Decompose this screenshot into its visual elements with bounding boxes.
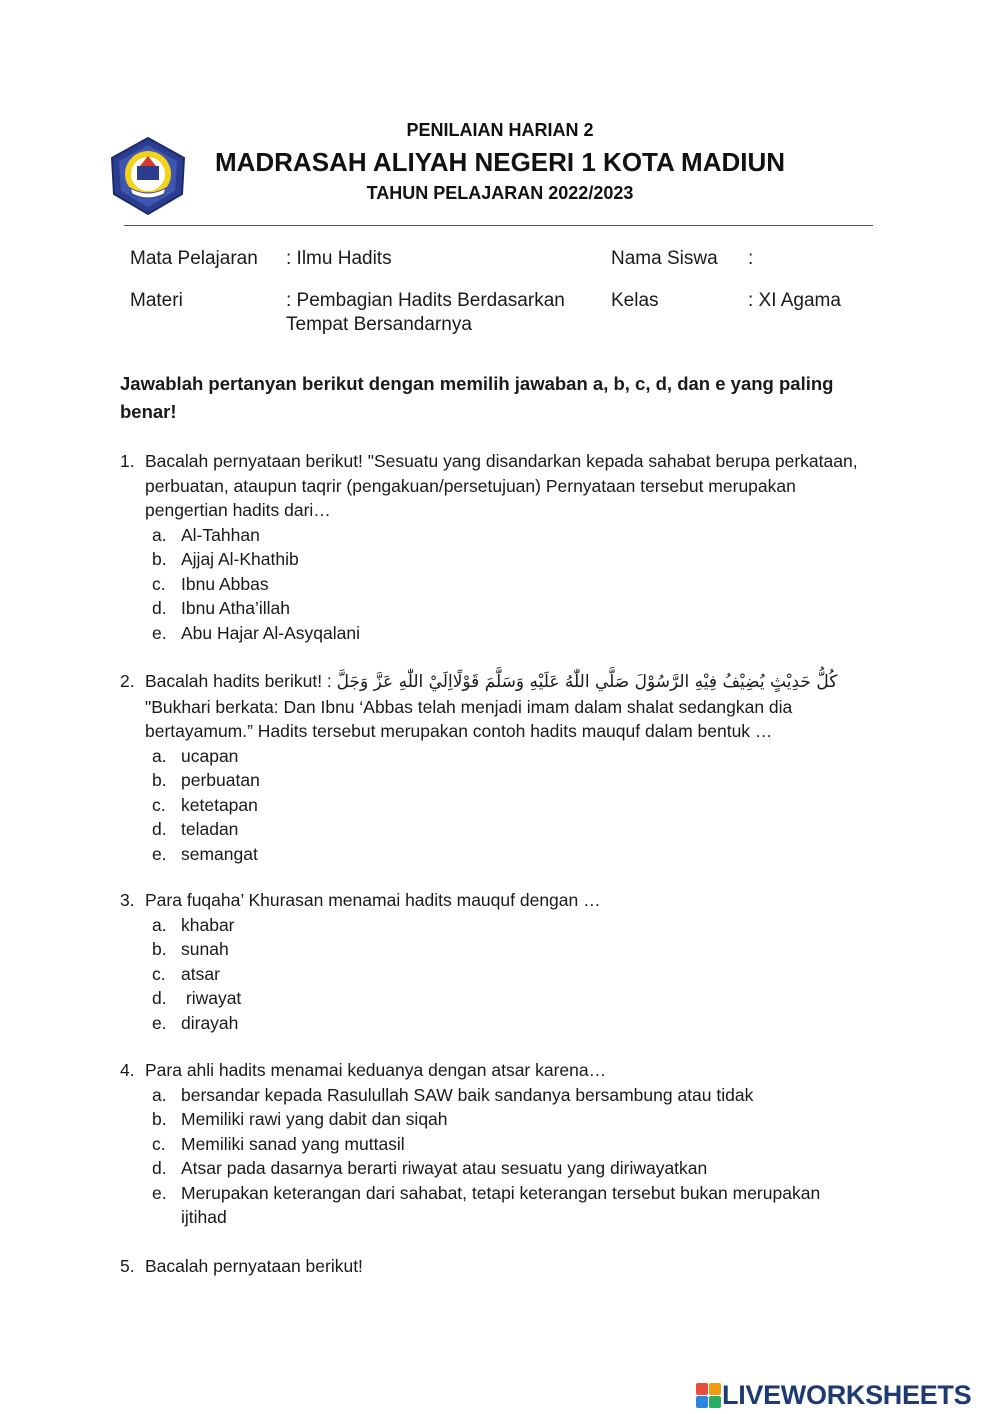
option-e[interactable]	[152, 1011, 870, 1036]
option-text: Ibnu Abbas	[181, 573, 269, 594]
option-letter: c.	[152, 794, 166, 815]
question-5	[120, 1254, 870, 1279]
option-letter: e.	[152, 1182, 167, 1203]
option-letter: d.	[152, 988, 167, 1008]
subject-label: Mata Pelajaran	[130, 248, 258, 269]
header-divider	[124, 225, 873, 226]
question-number: 2.	[120, 671, 135, 691]
option-text: dirayah	[181, 1012, 239, 1033]
question-text: Bacalah pernyataan berikut! "Sesuatu yang disandarkan kepada sahabat berupa perkataan, perbuatan, ataupun taqrir (pengakuan/persetujuan) Pernyataan tersebut merupakan pengertian hadits dari…	[145, 451, 858, 520]
option-text: khabar	[181, 914, 235, 935]
option-list	[152, 1083, 870, 1230]
option-e[interactable]	[152, 842, 870, 867]
option-text: perbuatan	[181, 770, 260, 790]
student-name-value: :	[748, 248, 754, 269]
option-text: teladan	[181, 819, 239, 839]
material-value: : Pembagian Hadits Berdasarkan Tempat Bersandarnya	[286, 290, 565, 335]
option-letter: a.	[152, 745, 167, 766]
liveworksheets-logo-icon	[696, 1383, 722, 1409]
question-number: 1.	[120, 451, 135, 471]
option-e[interactable]	[152, 621, 870, 646]
question-number: 4.	[120, 1060, 135, 1080]
question-text: Para fuqaha’ Khurasan menamai hadits mauquf dengan …	[145, 890, 601, 910]
option-letter: c.	[152, 573, 166, 594]
question-text: Bacalah hadits berikut! :	[145, 671, 332, 691]
question-2	[120, 669, 870, 866]
question-text: Bacalah pernyataan berikut!	[145, 1256, 363, 1276]
option-letter: c.	[152, 1133, 166, 1154]
option-text: sunah	[181, 939, 229, 959]
option-text: Ajjaj Al-Khathib	[181, 549, 299, 569]
option-a[interactable]	[152, 1083, 870, 1108]
liveworksheets-watermark[interactable]	[696, 1380, 971, 1411]
option-letter: c.	[152, 963, 166, 984]
option-text: Atsar pada dasarnya berarti riwayat atau sesuatu yang diriwayatkan	[181, 1158, 708, 1178]
option-letter: a.	[152, 914, 167, 935]
question-number: 5.	[120, 1256, 135, 1276]
option-letter: b.	[152, 939, 167, 959]
option-b[interactable]	[152, 547, 870, 572]
option-letter: a.	[152, 1084, 167, 1105]
question-text-continued: "Bukhari berkata: Dan Ibnu ‘Abbas telah menjadi imam dalam shalat sedangkan dia bertayamum.” Hadits tersebut merupakan contoh hadits mauquf dalam bentuk …	[145, 696, 793, 741]
option-text: semangat	[181, 843, 258, 864]
option-list	[152, 913, 870, 1036]
option-text: bersandar kepada Rasulullah SAW baik sandanya bersambung atau tidak	[181, 1084, 754, 1105]
option-letter: d.	[152, 819, 167, 839]
option-letter: e.	[152, 843, 167, 864]
instruction: Jawablah pertanyan berikut dengan memilih jawaban a, b, c, d, dan e yang paling benar!	[120, 373, 834, 422]
option-text: Memiliki rawi yang dabit dan siqah	[181, 1109, 448, 1129]
option-letter: b.	[152, 1109, 167, 1129]
academic-year: TAHUN PELAJARAN 2022/2023	[366, 183, 634, 203]
option-a[interactable]	[152, 913, 870, 938]
option-text: Memiliki sanad yang muttasil	[181, 1133, 405, 1154]
option-b[interactable]	[152, 1107, 870, 1132]
option-c[interactable]	[152, 793, 870, 818]
question-3	[120, 888, 870, 1035]
option-letter: a.	[152, 524, 167, 545]
option-b[interactable]	[152, 768, 870, 793]
option-c[interactable]	[152, 962, 870, 987]
option-d[interactable]	[152, 596, 870, 621]
option-d[interactable]	[152, 817, 870, 842]
option-c[interactable]	[152, 572, 870, 597]
question-1	[120, 449, 870, 645]
option-letter: d.	[152, 598, 167, 618]
option-text: Merupakan keterangan dari sahabat, tetapi keterangan tersebut bukan merupakan ijtihad	[181, 1182, 821, 1227]
class-value: : XI Agama	[748, 290, 841, 311]
option-letter: b.	[152, 549, 167, 569]
option-list	[152, 744, 870, 867]
question-number: 3.	[120, 890, 135, 910]
option-letter: e.	[152, 622, 167, 643]
option-text: Abu Hajar Al-Asyqalani	[181, 622, 360, 643]
option-d[interactable]	[152, 1156, 870, 1181]
option-d[interactable]	[152, 986, 870, 1011]
option-text: ucapan	[181, 745, 239, 766]
question-4	[120, 1058, 870, 1230]
material-label: Materi	[130, 290, 183, 311]
option-c[interactable]	[152, 1132, 870, 1157]
option-letter: b.	[152, 770, 167, 790]
option-text: Ibnu Atha’illah	[181, 598, 290, 618]
option-text: ketetapan	[181, 794, 258, 815]
liveworksheets-brand-text: LIVEWORKSHEETS	[722, 1380, 972, 1410]
student-name-label: Nama Siswa	[611, 248, 718, 269]
exam-title: PENILAIAN HARIAN 2	[406, 120, 594, 140]
arabic-hadith-text: كُلُّ حَدِيْثٍ يُضِيْفُ فِيْهِ الرَّسُوْلَ صَلَّي اللّٰهُ عَلَيْهِ وَسَلَّمَ قَوْلًااِلَيْ اللّٰهِ عَزَّ وَجَلَّ	[336, 672, 838, 692]
option-e[interactable]	[152, 1181, 870, 1230]
option-letter: e.	[152, 1012, 167, 1033]
option-text: riwayat	[181, 988, 242, 1008]
option-list	[152, 523, 870, 646]
option-a[interactable]	[152, 744, 870, 769]
option-b[interactable]	[152, 937, 870, 962]
question-text: Para ahli hadits menamai keduanya dengan atsar karena…	[145, 1060, 607, 1080]
school-name: MADRASAH ALIYAH NEGERI 1 KOTA MADIUN	[214, 147, 786, 177]
class-label: Kelas	[611, 290, 659, 311]
subject-value: : Ilmu Hadits	[286, 248, 392, 269]
option-a[interactable]	[152, 523, 870, 548]
option-text: Al-Tahhan	[181, 524, 260, 545]
option-text: atsar	[181, 963, 220, 984]
option-letter: d.	[152, 1158, 167, 1178]
